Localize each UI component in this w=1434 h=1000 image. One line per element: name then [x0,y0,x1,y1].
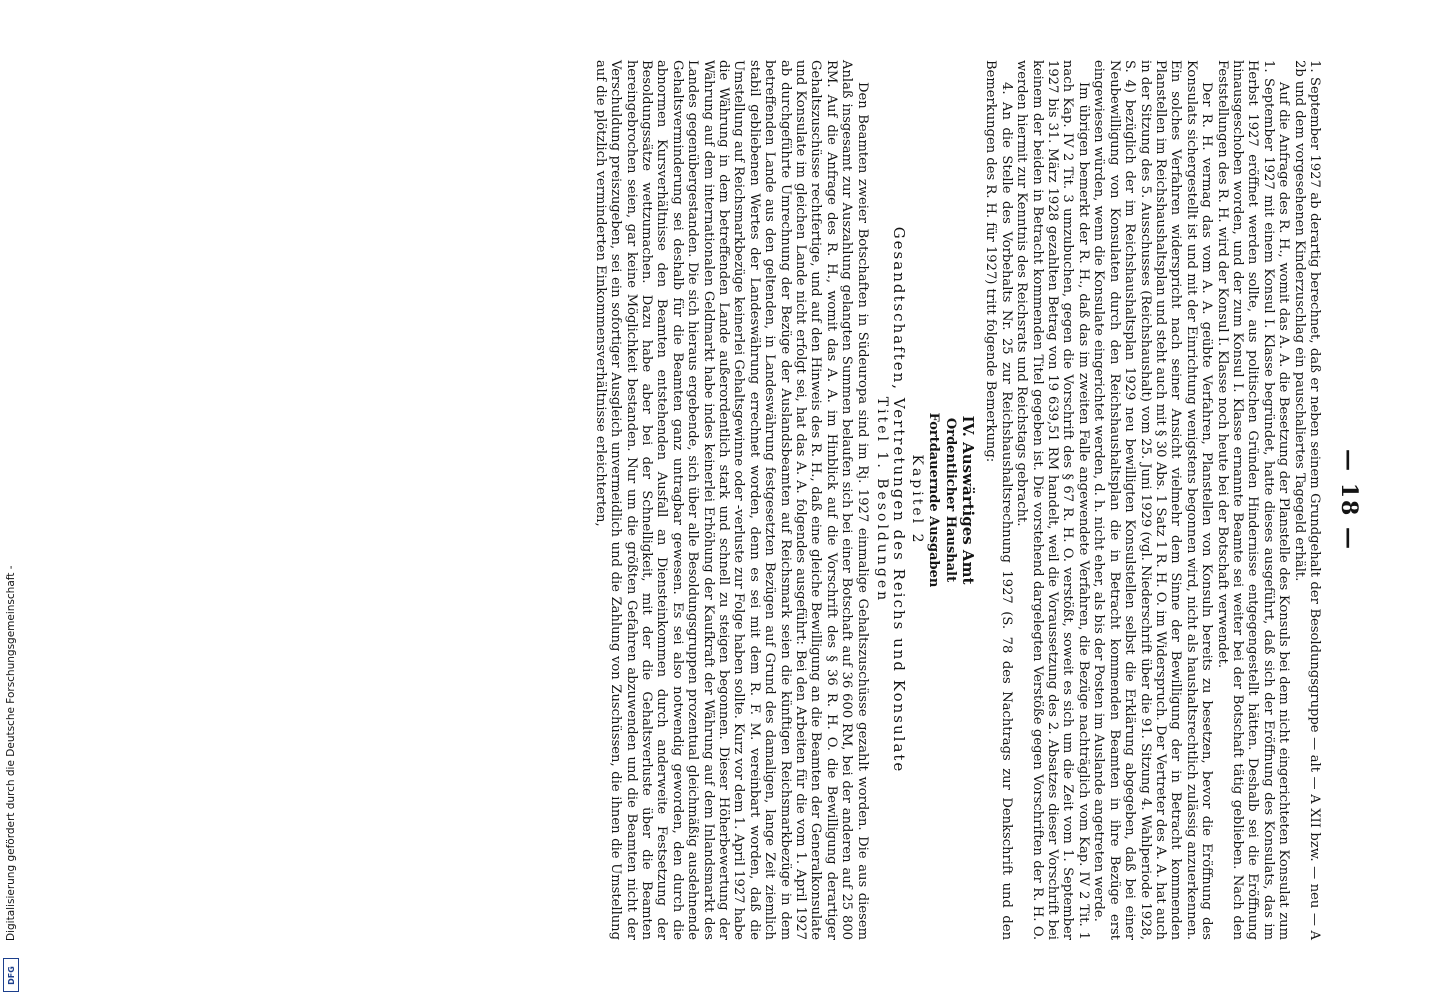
chapter-heading: Kapitel 2 [908,454,925,546]
paragraph: Im übrigen bemerkt der R. H., daß das im zweiten Falle angewendete Verfahren, die Bezüge nachträglich vom Kap. IV 2 Tit. 1 nach Kap. IV 2 Tit. 3 umzubuchen, gegen die Vorschrift des § 67 R. H. O. verstößt, soweit es sich um die Zeit vom 1. September 1927 bis 31. März 1928 gezahlten Betrag von 19 639,51 RM handelt, weil die Voraussetzung des 2. Absatzes dieser Vorschrift bei keinem der beiden in Betracht kommenden Titel gegeben ist. Die vorstehend dargelegten Verstöße gegen Vorschriften der R. H. O. werden hiermit zur Kenntnis des Reichsrats und Reichstags gebracht. [1014,60,1091,940]
chapter-title: Gesandtschaften, Vertretungen des Reichs und Konsulate [890,226,909,774]
dfg-logo: DFG [3,958,19,992]
paragraph: 4. An die Stelle des Vorbehalts Nr. 25 zur Reichshaushaltsrechnung 1927 (S. 78 des Nachtrags zur Denkschrift und den Bemerkungen des R. H. für 1927) tritt folgende Bemerkung: [983,60,1014,940]
funding-notice: Digitalisierung gefördert durch die Deutsche Forschungsgemeinschaft - [5,565,17,941]
document-page [67,30,1367,970]
footer-strip [0,0,22,1000]
paragraph: Auf die Anfrage des R. H., womit das A. A. die Besetzung der Planstelle des Konsuls bei dem nicht eingerichteten Konsulat zum 1. September 1927 mit einem Konsul I. Klasse begründet, hatte dieses ausgeführt, daß sich der Eröffnung des Konsulats, das im Herbst 1927 eröffnet werden sollte, aus politischen Gründen Hindernisse entgegengestellt hätten. Deshalb sei die Eröffnung hinausgeschoben worden, und der zum Konsul I. Klasse ernannte Beamte sei weiter bei der Botschaft tätig geblieben. Nach den Feststellungen des R. H. wird der Konsul I. Klasse noch heute bei der Botschaft verwendet. [1214,60,1292,940]
subsection-heading: Fortdauernde Ausgaben [926,412,942,588]
section-heading: IV. Auswärtiges Amt [959,415,978,585]
page-body [77,60,1322,940]
subsection-heading: Ordentlicher Haushalt [942,417,958,583]
paragraph: 1. September 1927 ab derartig berechnet, daß er neben seinem Grundgehalt der Besoldungsgruppe — alt — A XII bzw. — neu — A 2b und dem vorgesehenen Kinderzuschlag ein pauschaliertes Tagegeld erhält. [1291,60,1322,940]
page-number: — 18 — [1336,449,1362,551]
paragraph: Den Beamten zweier Botschaften in Südeuropa sind im Rj. 1927 einmalige Gehaltszuschüsse gezahlt worden. Die aus diesem Anlaß insgesamt zur Auszahlung gelangten Summen belaufen sich bei einer Botschaft auf 36 600 RM, bei der anderen auf 25 800 RM. Auf die Anfrage des R. H., womit das A. A. im Hinblick auf die Vorschrift des § 36 R. H. O. die Bewilligung derartiger Gehaltszuschüsse rechtfertige, und auf den Hinweis des R. H., daß eine gleiche Bewilligung an die Beamten der Generalkonsulate und Konsulate im gleichen Lande nicht erfolgt sei, hat das A. A. folgendes ausgeführt: Bei den Arbeiten für die vom 1. April 1927 ab durchgeführte Umrechnung der Bezüge der Auslandsbeamten auf Reichsmark seien die künftigen Reichsmarkbezüge in dem betreffenden Lande aus den geltenden, in Landeswährung festgesetzten Bezügen auf Grund des damaligen, lange Zeit ziemlich stabil gebliebenen Wertes der Landeswährung errechnet worden, denn es sei mit dem R. F. M. vereinbart worden, daß die Umstellung auf Reichsmarkbezüge keinerlei Gehaltsgewinne oder -verluste zur Folge haben sollte. Kurz vor dem 1. April 1927 habe die Währung in dem betreffenden Lande außerordentlich stark und schnell zu steigen begonnen. Dieser Höherbewertung der Währung auf dem internationalen Geldmarkt habe indes keinerlei Erhöhung der Kaufkraft der Währung auf dem Inlandsmarkt des Landes gegenübergestanden. Die sich hieraus ergebende, sich über alle Besoldungsgruppen prozentual gleichmäßig ausdehnende Gehaltsverminderung sei deshalb für die Beamten ganz untragbar gewesen. Es sei also notwendig geworden, den durch die abnormen Kursverhältnisse den Beamten entstehenden Ausfall an Diensteinkommen durch anderweite Festsetzung der Besoldungssätze wettzumachen. Dazu habe aber bei der Schnelligkeit, mit der die Gehaltsverluste über die Beamten hereingebrochen seien, gar keine Möglichkeit bestanden. Nur um die größten Gefahren abzuwenden und die Beamten nicht der Verschuldung preiszugeben, sei ein sofortiger Ausgleich unvermeidlich und die Zahlung von Zuschüssen, die ihnen die Umstellung auf die plötzlich verminderten Einkommensverhältnisse erleichterten, [592,60,870,940]
paragraph: Der R. H. vermag das vom A. A. geübte Verfahren, Planstellen von Konsuln bereits zu besetzen, bevor die Eröffnung des Konsulats sichergestellt ist und mit der Einrichtung wenigstens begonnen wird, nicht als haushaltsrechtlich zulässig anzuerkennen. Ein solches Verfahren widerspricht nach seiner Ansicht vielmehr dem Sinne der Bewilligung der in Betracht kommenden Planstellen im Reichshaushaltsplan und steht auch mit § 30 Abs. 1 Satz 1 R. H. O. im Widerspruch. Der Vertreter des A. A. hat auch in der Sitzung des 5. Ausschusses (Reichshaushalt) vom 25. Juni 1929 (vgl. Niederschrift über die 91. Sitzung 4. Wahlperiode 1928, S. 4) bezüglich der im Reichshaushaltsplan 1929 neu bewilligten Konsulstellen selbst die Erklärung abgegeben, daß bei einer Neubewilligung von Konsulaten durch den Reichshaushaltsplan die in Betracht kommenden Beamten in ihre Bezüge erst eingewiesen würden, wenn die Konsulate eingerichtet werden, d. h. nicht eher, als bis der Posten im Auslande angetreten werde. [1091,60,1215,940]
title-heading: Titel 1. Besoldungen [874,396,891,604]
